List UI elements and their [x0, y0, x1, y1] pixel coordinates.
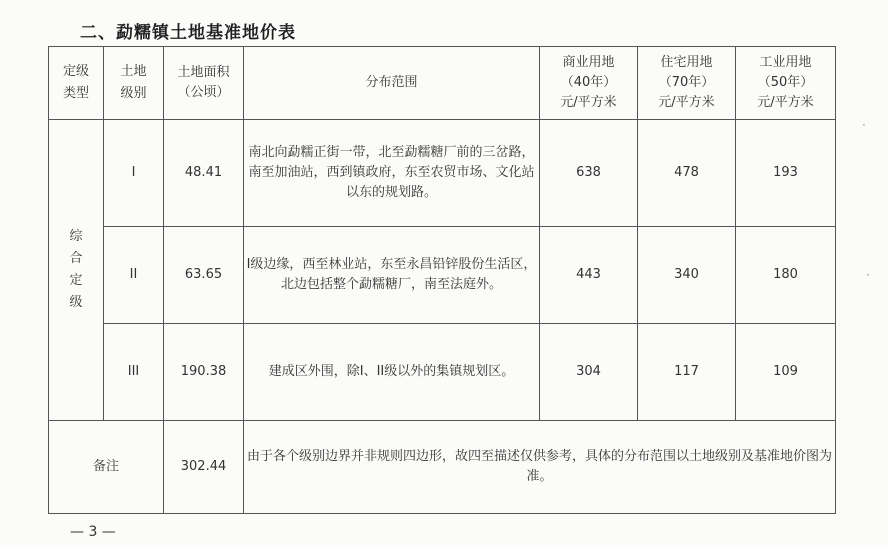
note-label: 备注 — [49, 421, 164, 514]
area-cell: 48.41 — [164, 120, 244, 227]
note-area-total: 302.44 — [164, 421, 244, 514]
page-title: 二、勐糯镇土地基准地价表 — [80, 23, 296, 43]
page-number: — 3 — — [70, 524, 116, 540]
header-range: 分布范围 — [244, 47, 540, 120]
scan-speck: · — [866, 268, 870, 282]
header-row — [49, 47, 836, 120]
range-cell: 南北向勐糯正街一带，北至勐糯糖厂前的三岔路，南至加油站，西到镇政府，东至农贸市场、文化站以东的规划路。 — [244, 120, 540, 227]
residential-price-cell: 340 — [638, 227, 736, 324]
level-cell: II — [104, 227, 164, 324]
area-cell: 190.38 — [164, 324, 244, 421]
note-text: 由于各个级别边界并非规则四边形，故四至描述仅供参考，具体的分布范围以土地级别及基准地价图为准。 — [244, 421, 836, 514]
land-price-table — [48, 46, 836, 514]
residential-price-cell: 117 — [638, 324, 736, 421]
commercial-price-cell: 304 — [540, 324, 638, 421]
area-cell: 63.65 — [164, 227, 244, 324]
header-area: 土地面积（公顷） — [164, 47, 244, 120]
residential-price-cell: 478 — [638, 120, 736, 227]
commercial-price-cell: 638 — [540, 120, 638, 227]
table-row — [49, 120, 836, 227]
table-row — [49, 324, 836, 421]
table-row — [49, 227, 836, 324]
header-industrial: 工业用地（50年）元/平方米 — [736, 47, 836, 120]
industrial-price-cell: 180 — [736, 227, 836, 324]
category-cell: 综合定级 — [49, 120, 104, 421]
level-cell: III — [104, 324, 164, 421]
header-residential: 住宅用地（70年）元/平方米 — [638, 47, 736, 120]
header-commercial: 商业用地（40年）元/平方米 — [540, 47, 638, 120]
scan-speck: · — [862, 118, 866, 132]
commercial-price-cell: 443 — [540, 227, 638, 324]
range-cell: 建成区外围，除I、II级以外的集镇规划区。 — [244, 324, 540, 421]
range-cell: I级边缘，西至林业站，东至永昌铅锌股份生活区，北边包括整个勐糯糖厂，南至法庭外。 — [244, 227, 540, 324]
header-type: 定级类型 — [49, 47, 104, 120]
header-level: 土地级别 — [104, 47, 164, 120]
industrial-price-cell: 109 — [736, 324, 836, 421]
note-row — [49, 421, 836, 514]
level-cell: I — [104, 120, 164, 227]
industrial-price-cell: 193 — [736, 120, 836, 227]
